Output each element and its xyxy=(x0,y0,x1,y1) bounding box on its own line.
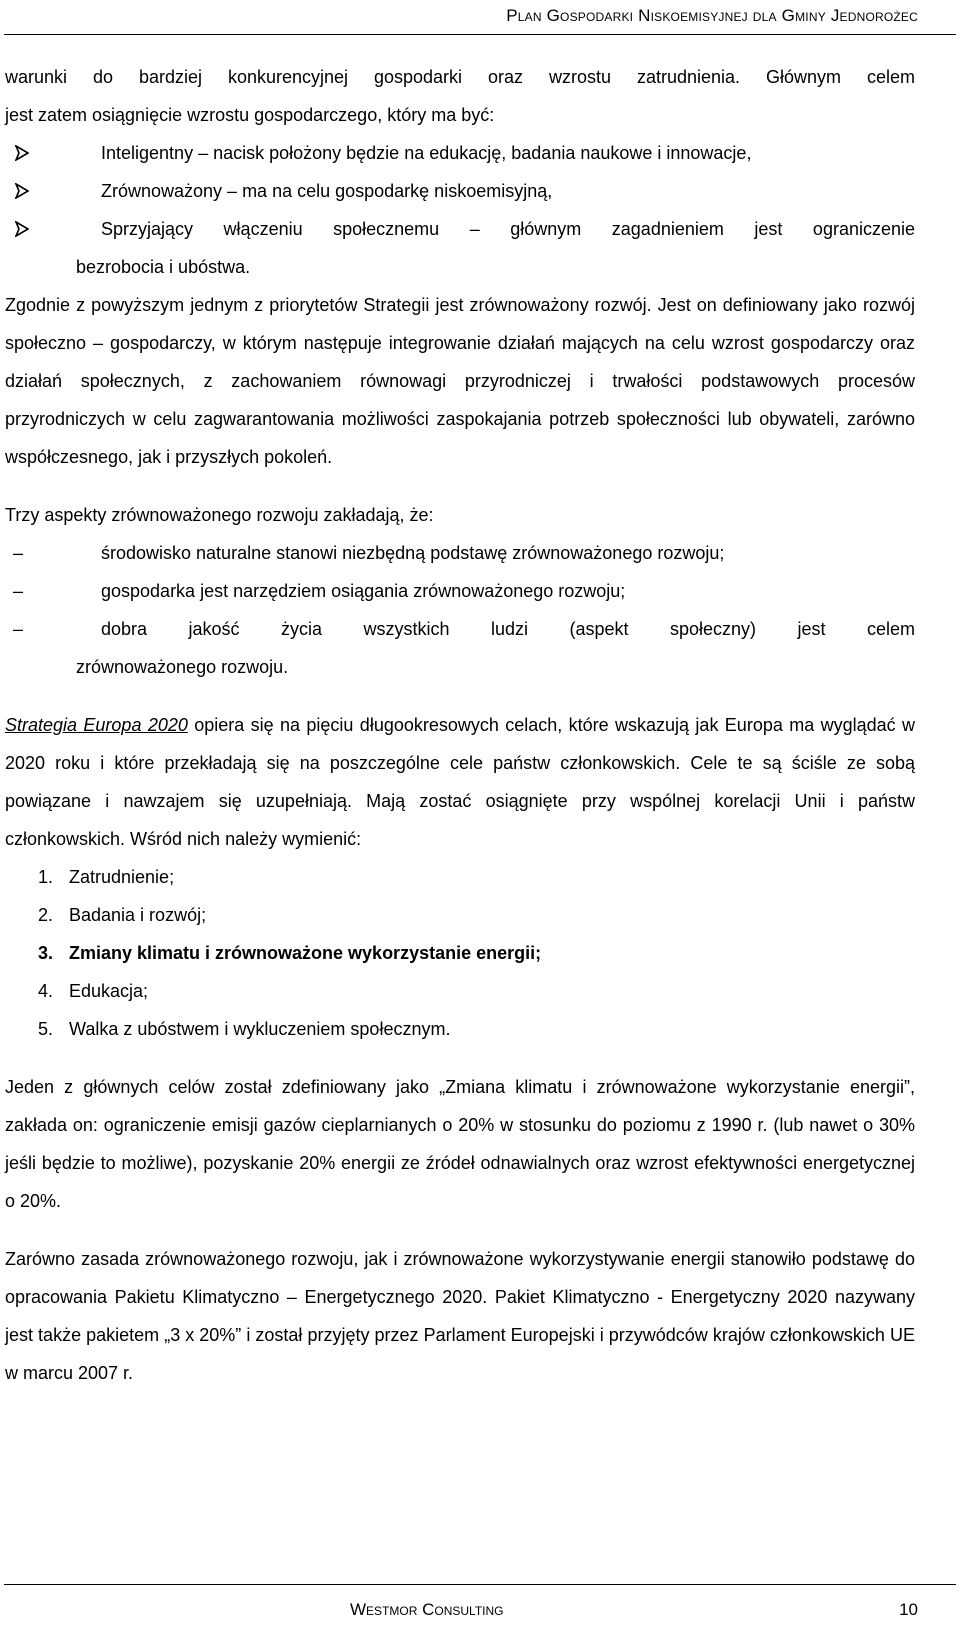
priority-paragraph: Zgodnie z powyższym jednym z priorytetów Strategii jest zrównoważony rozwój. Jest on definiowany jako rozwój społeczno – gospodarczy, w którym następuje integrowanie działań mających na celu wzrost gospodarczy oraz działań społecznych, z zachowaniem równowagi przyrodniczej i trwałości podstawowych procesów przyrodniczych w celu zagwarantowania możliwości zaspokajania potrzeb społeczności lub obywateli, zarówno współczesnego, jak i przyszłych pokoleń. xyxy=(5,295,915,467)
list-item xyxy=(5,1010,915,1048)
climate-paragraph: Jeden z głównych celów został zdefiniowany jako „Zmiana klimatu i zrównoważone wykorzystanie energii”, zakłada on: ograniczenie emisji gazów cieplarnianych o 20% w stosunku do poziomu z 1990 r. (lub nawet o 30% jeśli będzie to możliwe), pozyskanie 20% energii ze źródeł odnawialnych oraz wzrost efektywności energetycznej o 20%. xyxy=(5,1077,915,1211)
europa2020-paragraph xyxy=(5,706,915,858)
page-number: 10 xyxy=(899,1600,918,1619)
document-body xyxy=(5,58,915,1392)
list-item-text: dobra jakość życia wszystkich ludzi (aspekt społeczny) jest celem xyxy=(101,619,915,639)
dash-bullet-icon: – xyxy=(13,619,24,639)
intro-line-1: warunki do bardziej konkurencyjnej gospodarki oraz wzrostu zatrudnienia. Głównym celem xyxy=(5,67,915,87)
list-item xyxy=(5,934,915,972)
list-item-text: Zmiany klimatu i zrównoważone wykorzystanie energii; xyxy=(69,943,542,963)
intro-line-2: jest zatem osiągnięcie wzrostu gospodarczego, który ma być: xyxy=(5,105,495,125)
goals-list xyxy=(5,858,915,1048)
list-item xyxy=(5,858,915,896)
list-item xyxy=(5,610,915,648)
list-item xyxy=(5,210,915,248)
list-item-text: środowisko naturalne stanowi niezbędną podstawę zrównoważonego rozwoju; xyxy=(101,543,725,563)
list-item-text: Edukacja; xyxy=(69,981,149,1001)
aspects-intro: Trzy aspekty zrównoważonego rozwoju zakładają, że: xyxy=(5,505,434,525)
package-paragraph: Zarówno zasada zrównoważonego rozwoju, jak i zrównoważone wykorzystywanie energii stanowiło podstawę do opracowania Pakietu Klimatyczno – Energetycznego 2020. Pakiet Klimatyczno - Energetyczny 2020 nazywany jest także pakietem „3 x 20%” i został przyjęty przez Parlament Europejski i przywódców krajów członkowskich UE w marcu 2007 r. xyxy=(5,1249,915,1383)
growth-type-list xyxy=(5,134,915,286)
page-header-title: Plan Gospodarki Niskoemisyjnej dla Gminy Jednorożec xyxy=(506,6,918,25)
list-item-text: gospodarka jest narzędziem osiągania zrównoważonego rozwoju; xyxy=(101,581,626,601)
list-item-text: Zatrudnienie; xyxy=(69,867,175,887)
list-number: 4. xyxy=(38,981,54,1001)
footer-company: Westmor Consulting xyxy=(350,1600,504,1619)
strategy-name: Strategia Europa 2020 xyxy=(5,715,188,735)
list-item-continuation: bezrobocia i ubóstwa. xyxy=(76,257,251,277)
list-item xyxy=(5,896,915,934)
list-item-text: Inteligentny – nacisk położony będzie na edukację, badania naukowe i innowacje, xyxy=(101,143,752,163)
dash-bullet-icon: – xyxy=(13,581,24,601)
europa2020-text: opiera się na pięciu długookresowych celach, które wskazują jak Europa ma wyglądać w 2020 roku i które przekładają się na poszczególne cele państw członkowskich. Cele te są ściśle ze sobą powiązane i nawzajem się uzupełniają. Mają zostać osiągnięte przy wspólnej korelacji Unii i państw członkowskich. Wśród nich należy wymienić: xyxy=(5,715,915,849)
list-item-text: Zrównoważony – ma na celu gospodarkę niskoemisyjną, xyxy=(101,181,553,201)
arrowhead-bullet-icon xyxy=(15,134,55,172)
list-item-continuation: zrównoważonego rozwoju. xyxy=(76,657,289,677)
list-number: 3. xyxy=(38,943,54,963)
list-number: 5. xyxy=(38,1019,54,1039)
list-item-text: Walka z ubóstwem i wykluczeniem społecznym. xyxy=(69,1019,451,1039)
arrowhead-bullet-icon xyxy=(15,172,55,210)
list-item xyxy=(5,134,915,172)
list-number: 2. xyxy=(38,905,54,925)
list-item xyxy=(5,572,915,610)
aspects-list xyxy=(5,534,915,686)
list-item xyxy=(5,972,915,1010)
header-divider xyxy=(4,34,956,35)
list-item xyxy=(5,534,915,572)
list-number: 1. xyxy=(38,867,54,887)
list-item-text: Sprzyjający włączeniu społecznemu – głównym zagadnieniem jest ograniczenie xyxy=(101,219,915,239)
list-item-text: Badania i rozwój; xyxy=(69,905,207,925)
dash-bullet-icon: – xyxy=(13,543,24,563)
page-footer xyxy=(0,1556,960,1642)
footer-divider xyxy=(4,1584,956,1585)
list-item xyxy=(5,172,915,210)
arrowhead-bullet-icon xyxy=(15,210,55,248)
